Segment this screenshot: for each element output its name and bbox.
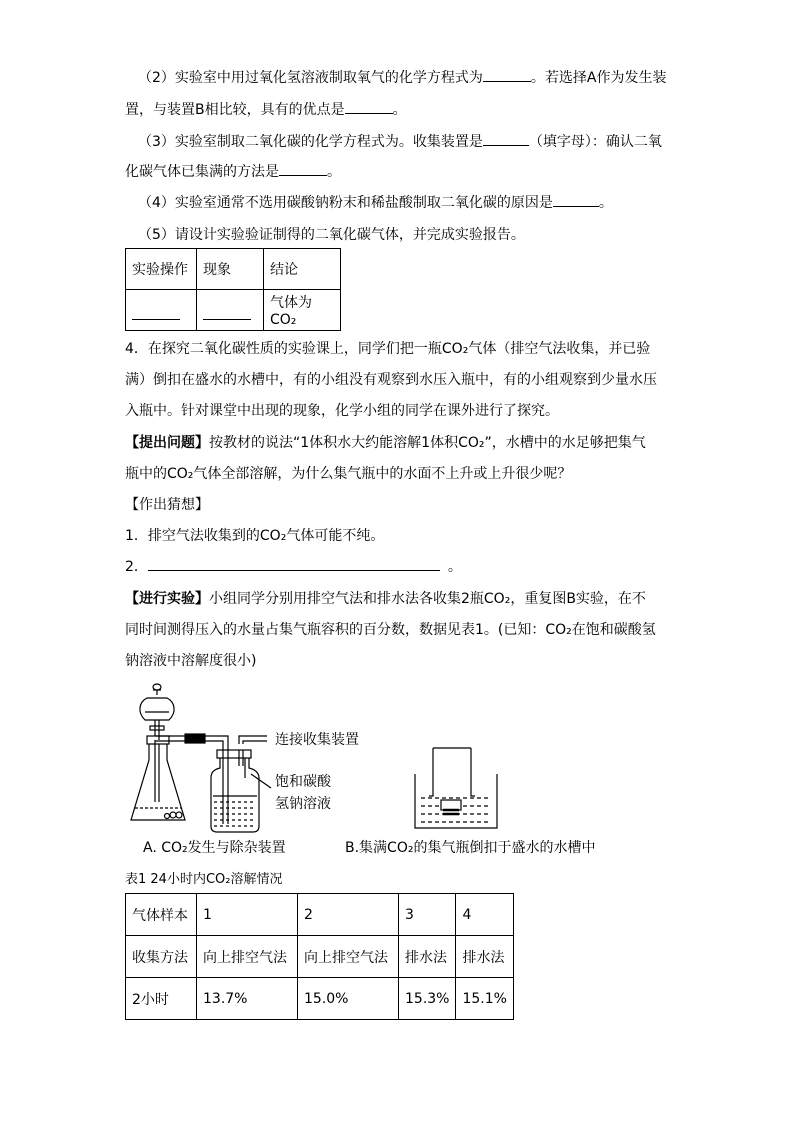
experiment-text: 小组同学分别用排空气法和排水法各收集2瓶CO₂，重复图B实验，在不 <box>209 591 646 607</box>
hypothesis-label: 【作出猜想】 <box>125 497 209 513</box>
question-line-1 <box>125 434 646 452</box>
q2-line2 <box>125 101 407 119</box>
conical-flask-icon <box>131 736 185 820</box>
report-cell-conclusion: 气体为CO₂ <box>264 290 341 331</box>
q4-text-end: 。 <box>598 195 613 211</box>
cell-r2-c0: 2小时 <box>126 978 197 1020</box>
q2-answer-blank-1[interactable] <box>483 81 531 82</box>
gas-washing-bottle-icon <box>211 736 267 832</box>
label-saturated-solution-1: 饱和碳酸 <box>275 774 331 790</box>
q2-text2-end: 。 <box>392 102 407 118</box>
cell-r0-c0: 气体样本 <box>126 894 197 936</box>
cell-r1-c3: 排水法 <box>399 936 456 978</box>
cell-r0-c3: 3 <box>399 894 456 936</box>
q3-line1 <box>138 133 662 151</box>
report-cell-operation[interactable] <box>126 290 197 331</box>
hypothesis-1: 1．排空气法收集到的CO₂气体可能不纯。 <box>125 528 385 544</box>
q2-text2: 置，与装置B相比较，具有的优点是 <box>125 102 345 118</box>
experiment-line-1 <box>125 590 646 608</box>
label-connect-collector: 连接收集装置 <box>275 732 359 748</box>
q3-answer-blank-1[interactable] <box>483 145 529 146</box>
table1-caption: 表1 24小时内CO₂溶解情况 <box>125 872 283 887</box>
q4-line1 <box>138 194 613 212</box>
experiment-line-3: 钠溶液中溶解度很小) <box>125 653 257 669</box>
report-cell-phenomenon[interactable] <box>197 290 264 331</box>
question-text: 按教材的说法“1体积水大约能溶解1体积CO₂”，水槽中的水足够把集气 <box>209 435 646 451</box>
q4-text: （4）实验室通常不选用碳酸钠粉末和稀盐酸制取二氧化碳的原因是 <box>138 195 553 211</box>
q5-line1: （5）请设计实验验证制得的二氧化碳气体，并完成实验报告。 <box>138 227 525 243</box>
cell-r0-c4: 4 <box>456 894 514 936</box>
q2-text-end: 。若选择A作为发生装 <box>530 70 667 86</box>
report-operation-blank[interactable] <box>132 319 180 320</box>
problem4-paragraph-1: 4．在探究二氧化碳性质的实验课上，同学们把一瓶CO₂气体（排空气法收集，并已验 <box>125 341 651 357</box>
caption-figure-b: B.集满CO₂的集气瓶倒扣于盛水的水槽中 <box>345 840 596 856</box>
hypothesis-2-number: 2． <box>125 559 148 575</box>
cell-r0-c2: 2 <box>298 894 399 936</box>
cell-r1-c4: 排水法 <box>456 936 514 978</box>
apparatus-figure <box>125 678 615 863</box>
cell-r0-c1: 1 <box>197 894 298 936</box>
data-table <box>125 893 514 1020</box>
hypothesis-2-blank[interactable] <box>148 570 440 571</box>
hypothesis-2 <box>125 558 462 576</box>
problem4-paragraph-2: 满）倒扣在盛水的水槽中，有的小组没有观察到水压入瓶中，有的小组观察到少量水压 <box>125 372 657 388</box>
cell-r1-c0: 收集方法 <box>126 936 197 978</box>
q3-text2: 化碳气体已集满的方法是 <box>125 164 279 180</box>
cell-r1-c2: 向上排空气法 <box>298 936 399 978</box>
cell-r2-c2: 15.0% <box>298 978 399 1020</box>
report-phenomenon-blank[interactable] <box>203 319 251 320</box>
q3-answer-blank-2[interactable] <box>279 175 327 176</box>
report-header-operation: 实验操作 <box>126 249 197 290</box>
experiment-line-2: 同时间测得压入的水量占集气瓶容积的百分数，数据见表1。(已知：CO₂在饱和碳酸氢 <box>125 622 656 638</box>
cell-r2-c3: 15.3% <box>399 978 456 1020</box>
report-header-conclusion: 结论 <box>264 249 341 290</box>
cell-r2-c1: 13.7% <box>197 978 298 1020</box>
separatory-funnel-icon <box>140 684 174 736</box>
cell-r1-c1: 向上排空气法 <box>197 936 298 978</box>
q4-answer-blank[interactable] <box>553 206 599 207</box>
q2-text: （2）实验室中用过氧化氢溶液制取氧气的化学方程式为 <box>138 70 483 86</box>
q2-answer-blank-2[interactable] <box>345 113 393 114</box>
label-saturated-solution-2: 氢钠溶液 <box>275 796 331 812</box>
question-line-2: 瓶中的CO₂气体全部溶解，为什么集气瓶中的水面不上升或上升很少呢？ <box>125 466 572 482</box>
water-trough-icon <box>415 748 497 828</box>
experiment-label: 【进行实验】 <box>125 591 209 607</box>
cell-r2-c4: 15.1% <box>456 978 514 1020</box>
q3-text-end: （填字母）：确认二氧 <box>528 134 662 150</box>
question-label: 【提出问题】 <box>125 435 209 451</box>
caption-figure-a: A. CO₂发生与除杂装置 <box>143 840 286 856</box>
q3-text: （3）实验室制取二氧化碳的化学方程式为。收集装置是 <box>138 134 483 150</box>
problem4-paragraph-3: 入瓶中。针对课堂中出现的现象，化学小组的同学在课外进行了探究。 <box>125 403 559 419</box>
report-header-phenomenon: 现象 <box>197 249 264 290</box>
hypothesis-2-end: 。 <box>447 559 462 575</box>
solution-pointer-line <box>251 774 271 788</box>
q2-line1 <box>138 69 666 87</box>
report-table <box>125 248 341 331</box>
q3-line2 <box>125 163 341 181</box>
q3-text2-end: 。 <box>327 164 341 180</box>
